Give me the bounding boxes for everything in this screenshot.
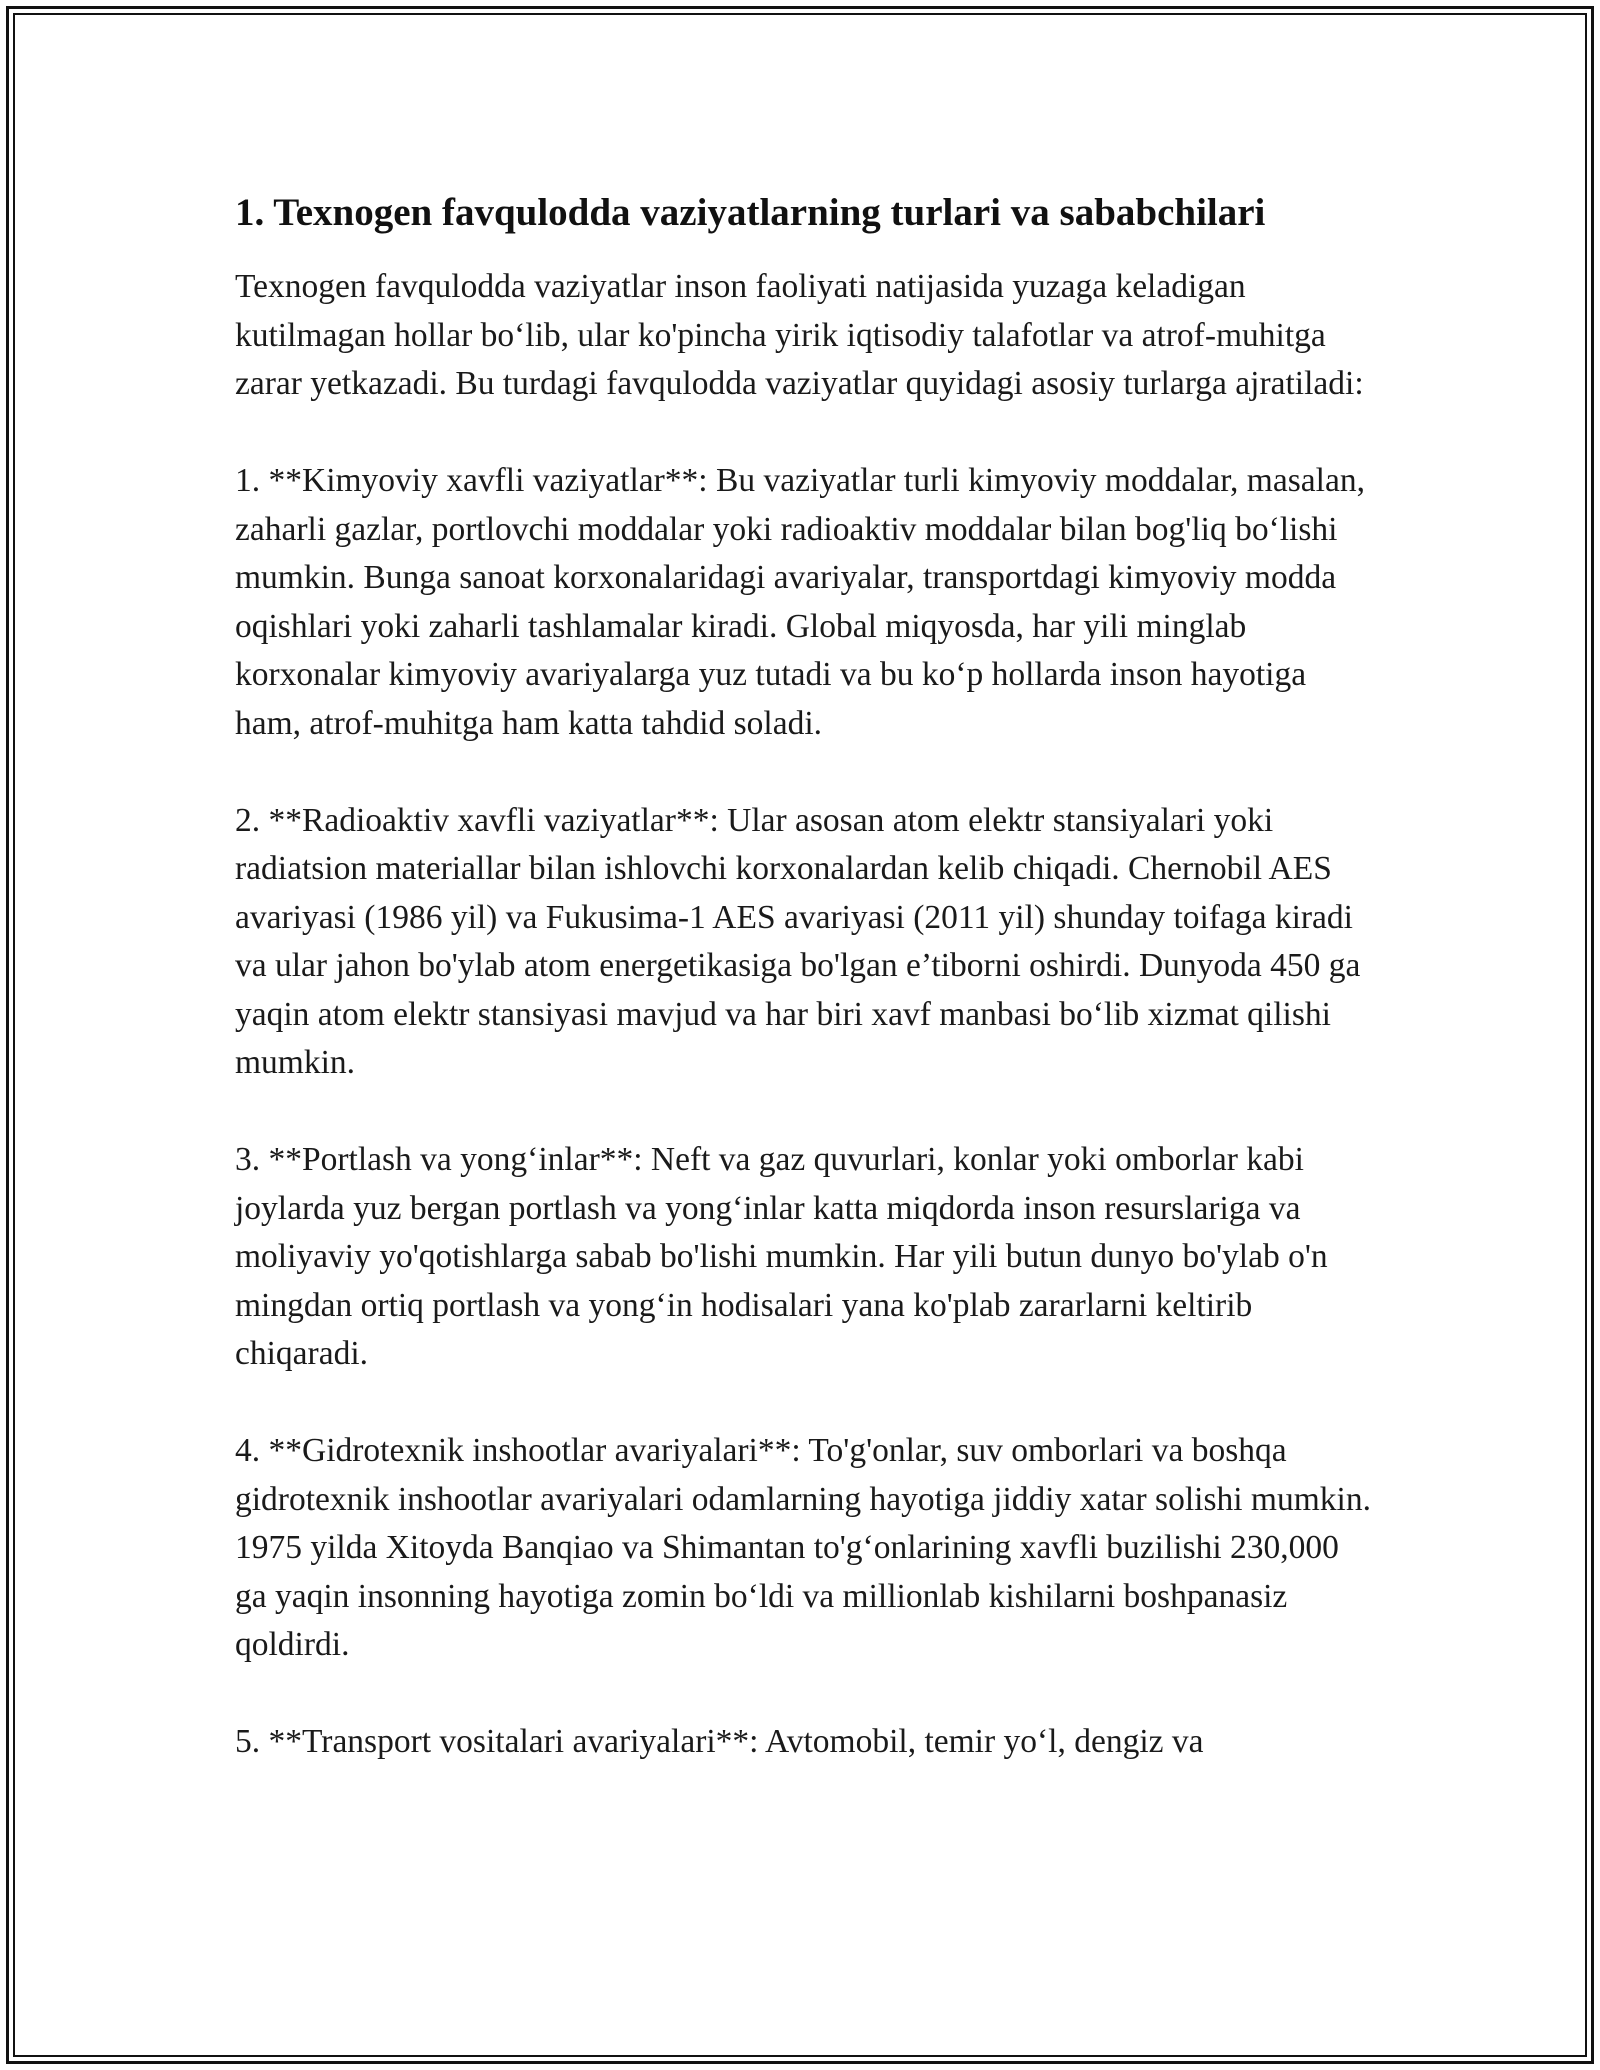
radioactive-hazards-paragraph: 2. **Radioaktiv xavfli vaziyatlar**: Ular asosan atom elektr stansiyalari yoki radiatsion materiallar bilan ishlovchi korxonalardan kelib chiqadi. Chernobil AES avariyasi (1986 yil) va Fukusima-1 AES avariyasi (2011 yil) shunday toifaga kiradi va ular jahon bo'ylab atom energetikasiga bo'lgan e’tiborni oshirdi. Dunyoda 450 ga yaqin atom elektr stansiyasi mavjud va har biri xavf manbasi bo‘lib xizmat qilishi mumkin. <box>235 801 1361 1081</box>
transport-accidents-paragraph: 5. **Transport vositalari avariyalari**: Avtomobil, temir yo‘l, dengiz va <box>235 1723 1204 1760</box>
section-heading: 1. Texnogen favqulodda vaziyatlarning turlari va sababchilari <box>235 191 1266 234</box>
hydrotechnical-accidents-paragraph: 4. **Gidrotexnik inshootlar avariyalari**: To'g'onlar, suv omborlari va boshqa gidrotexnik inshootlar avariyalari odamlarning hayotiga jiddiy xatar solishi mumkin. 1975 yilda Xitoyda Banqiao va Shimantan to'g‘onlarining xavfli buzilishi 230,000 ga yaqin insonning hayotiga zomin bo‘ldi va millionlab kishilarni boshpanasiz qoldirdi. <box>235 1432 1371 1663</box>
chemical-hazards-paragraph: 1. **Kimyoviy xavfli vaziyatlar**: Bu vaziyatlar turli kimyoviy moddalar, masalan, zaharli gazlar, portlovchi moddalar yoki radioaktiv moddalar bilan bog'liq bo‘lishi mumkin. Bunga sanoat korxonalaridagi avariyalar, transportdagi kimyoviy modda oqishlari yoki zaharli tashlamalar kiradi. Global miqyosda, har yili minglab korxonalar kimyoviy avariyalarga yuz tutadi va bu ko‘p hollarda inson hayotiga ham, atrof-muhitga ham katta tahdid soladi. <box>235 462 1365 742</box>
explosions-fires-paragraph: 3. **Portlash va yong‘inlar**: Neft va gaz quvurlari, konlar yoki omborlar kabi joylarda yuz bergan portlash va yong‘inlar katta miqdorda inson resurslariga va moliyaviy yo'qotishlarga sabab bo'lishi mumkin. Har yili butun dunyo bo'ylab o'n mingdan ortiq portlash va yong‘in hodisalari yana ko'plab zararlarni keltirib chiqaradi. <box>235 1141 1328 1372</box>
document-body <box>235 185 1375 1767</box>
intro-paragraph: Texnogen favqulodda vaziyatlar inson faoliyati natijasida yuzaga keladigan kutilmagan hollar bo‘lib, ular ko'pincha yirik iqtisodiy talafotlar va atrof-muhitga zarar yetkazadi. Bu turdagi favqulodda vaziyatlar quyidagi asosiy turlarga ajratiladi: <box>235 268 1364 402</box>
